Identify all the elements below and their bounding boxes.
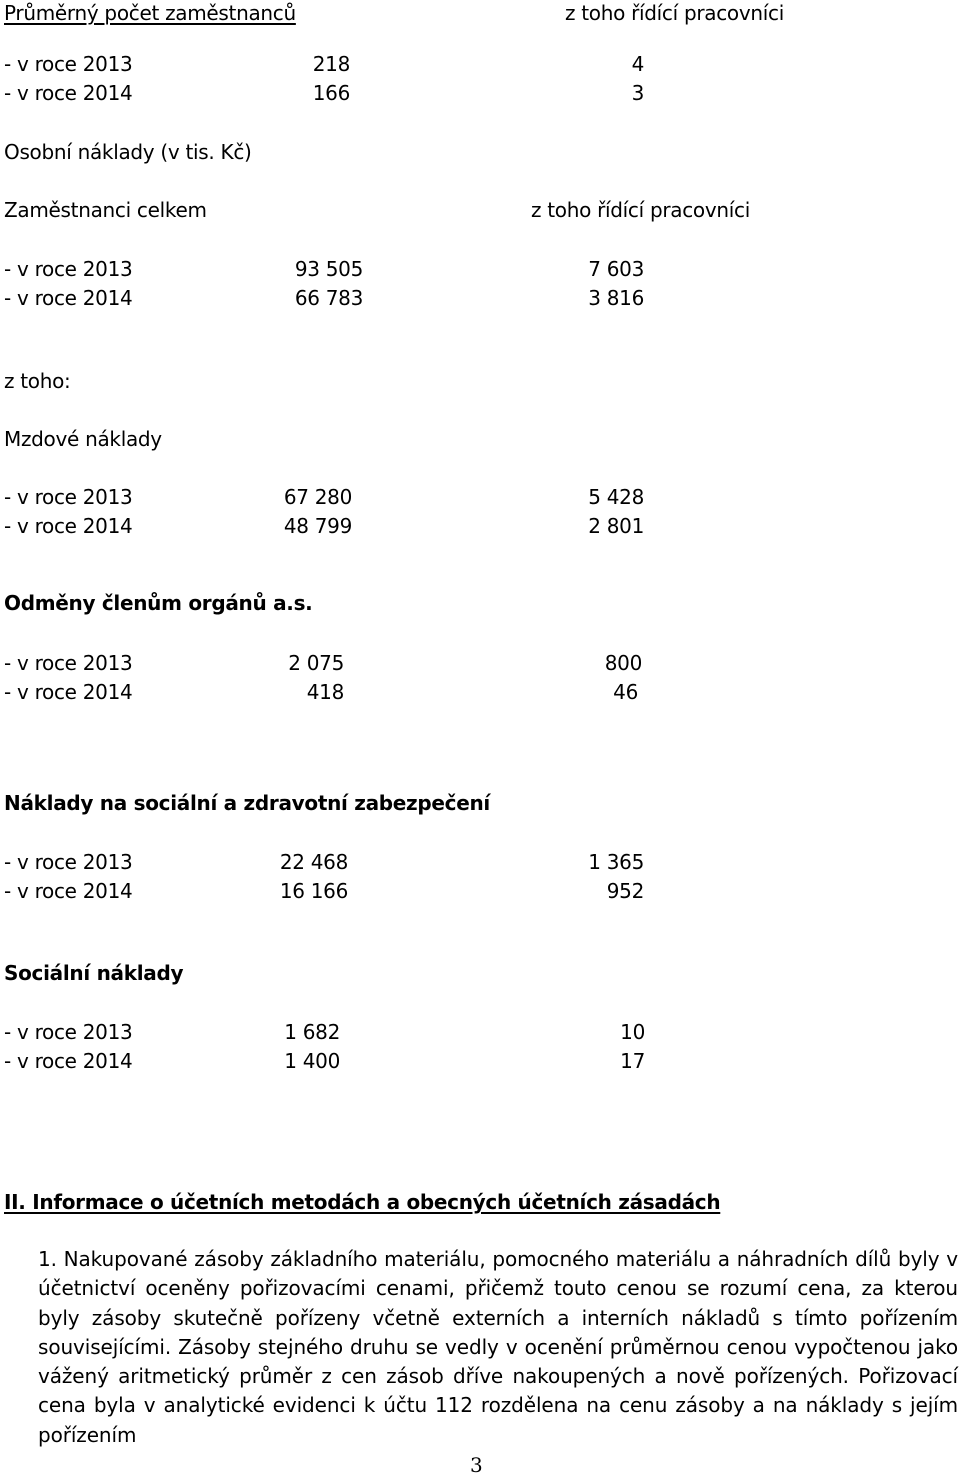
row-label: - v roce 2013 xyxy=(4,651,133,675)
managers-value: 3 xyxy=(631,81,644,105)
row-label: - v roce 2013 xyxy=(4,52,133,76)
total-value: 16 166 xyxy=(279,879,348,903)
row-label: - v roce 2013 xyxy=(4,257,133,281)
managers-value: 3 816 xyxy=(588,286,644,310)
total-value: 218 xyxy=(312,52,350,76)
row-label: - v roce 2013 xyxy=(4,850,133,874)
total-value: 166 xyxy=(312,81,350,105)
total-value: 1 400 xyxy=(284,1049,340,1073)
managers-value: 7 603 xyxy=(588,257,644,281)
row-label: - v roce 2014 xyxy=(4,514,133,538)
total-value: 1 682 xyxy=(284,1020,340,1044)
section-paragraph: 1. Nakupované zásoby základního materiálu, pomocného materiálu a náhradních dílů byly v účetnictví oceněny pořizovacími cenami, přičemž touto cenou se rozumí cena, za kterou byly zásoby skutečně pořízeny včetně externích a interních nákladů s tímto pořízením souvisejícími. Zásoby stejného druhu se vedly v ocenění průměrnou cenou vypočtenou jako vážený aritmetický průměr z cen zásob dříve nakoupených a nově pořízených. Pořizovací cena byla v analytické evidenci k účtu 112 rozdělena na cenu zásoby a na náklady s jejím pořízením xyxy=(38,1247,958,1447)
total-value: 22 468 xyxy=(279,850,348,874)
total-value: 48 799 xyxy=(283,514,352,538)
managers-column-label: z toho řídící pracovníci xyxy=(531,198,750,222)
page-number: 3 xyxy=(470,1453,483,1477)
managers-value: 2 801 xyxy=(588,514,644,538)
row-label: - v roce 2014 xyxy=(4,1049,133,1073)
managers-value: 46 xyxy=(613,680,638,704)
total-value: 2 075 xyxy=(288,651,344,675)
row-label: - v roce 2013 xyxy=(4,485,133,509)
managers-value: 952 xyxy=(606,879,644,903)
avg-employees-title: Průměrný počet zaměstnanců xyxy=(4,1,296,25)
managers-value: 1 365 xyxy=(588,850,644,874)
board-rewards-title: Odměny členům orgánů a.s. xyxy=(4,591,313,615)
row-label: - v roce 2014 xyxy=(4,680,133,704)
section-heading: II. Informace o účetních metodách a obecných účetních zásadách xyxy=(4,1190,721,1214)
managers-column-label: z toho řídící pracovníci xyxy=(565,1,784,25)
total-value: 93 505 xyxy=(294,257,363,281)
managers-value: 5 428 xyxy=(588,485,644,509)
row-label: - v roce 2014 xyxy=(4,81,133,105)
total-value: 66 783 xyxy=(294,286,363,310)
social-health-title: Náklady na sociální a zdravotní zabezpečení xyxy=(4,791,490,815)
total-value: 418 xyxy=(306,680,344,704)
wage-costs-title: Mzdové náklady xyxy=(4,427,162,451)
row-label: - v roce 2013 xyxy=(4,1020,133,1044)
employees-total-column-label: Zaměstnanci celkem xyxy=(4,198,207,222)
row-label: - v roce 2014 xyxy=(4,286,133,310)
of-which-label: z toho: xyxy=(4,369,71,393)
managers-value: 800 xyxy=(604,651,642,675)
social-costs-title: Sociální náklady xyxy=(4,961,184,985)
personal-costs-title: Osobní náklady (v tis. Kč) xyxy=(4,140,252,164)
row-label: - v roce 2014 xyxy=(4,879,133,903)
managers-value: 10 xyxy=(620,1020,645,1044)
managers-value: 4 xyxy=(631,52,644,76)
managers-value: 17 xyxy=(620,1049,645,1073)
total-value: 67 280 xyxy=(283,485,352,509)
